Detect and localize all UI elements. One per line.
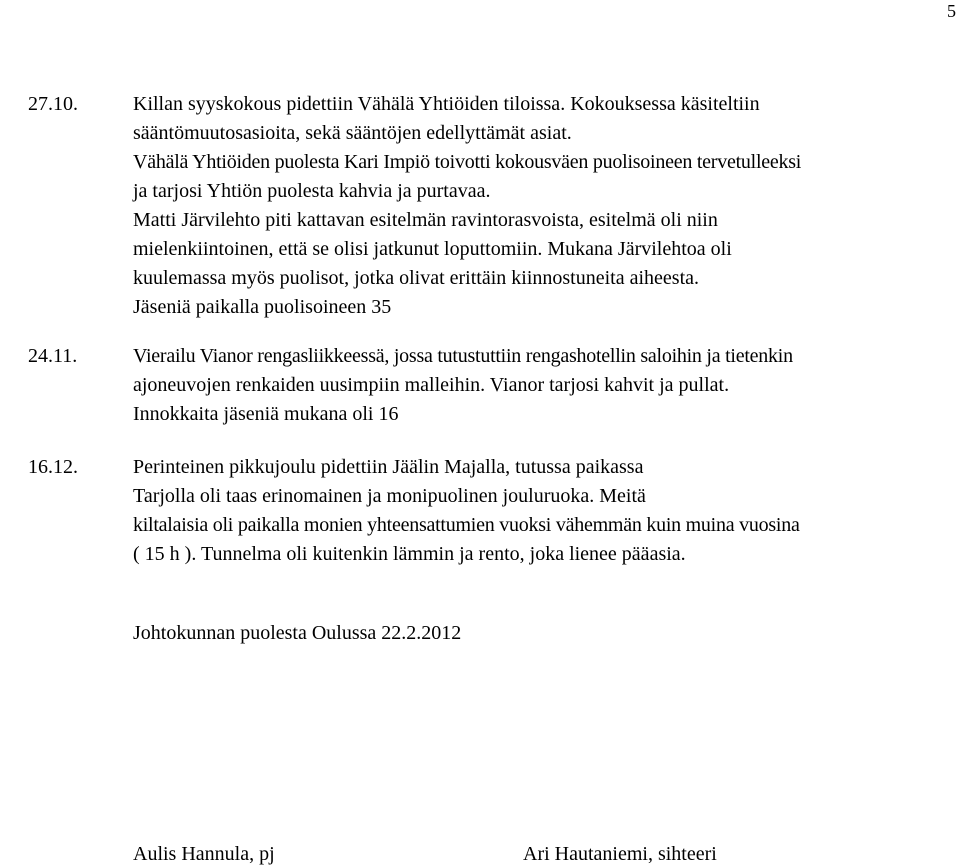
entry-line: kiltalaisia oli paikalla monien yhteensattumien vuoksi vähemmän kuin muina vuosina	[133, 514, 800, 536]
entry-line: Vierailu Vianor rengasliikkeessä, jossa tutustuttiin rengashotellin saloihin ja tietenkin	[133, 345, 793, 367]
entry-line: ajoneuvojen renkaiden uusimpiin malleihin. Vianor tarjosi kahvit ja pullat.	[133, 374, 730, 396]
entry-line: Tarjolla oli taas erinomainen ja monipuolinen jouluruoka. Meitä	[133, 485, 646, 507]
entry-date: 24.11.	[28, 345, 78, 367]
entry-text	[133, 90, 960, 322]
signature-secretary: Ari Hautaniemi, sihteeri	[523, 843, 717, 865]
closing-line: Johtokunnan puolesta Oulussa 22.2.2012	[133, 622, 462, 644]
entry-line: Killan syyskokous pidettiin Vähälä Yhtiöiden tiloissa. Kokouksessa käsiteltiin	[133, 93, 760, 115]
entry-line: ja tarjosi Yhtiön puolesta kahvia ja purtavaa.	[133, 180, 491, 202]
entry-line: mielenkiintoinen, että se olisi jatkunut loputtomiin. Mukana Järvilehtoa oli	[133, 238, 732, 260]
entry-line: Vähälä Yhtiöiden puolesta Kari Impiö toivotti kokousväen puolisoineen tervetulleeksi	[133, 151, 802, 173]
entry-text	[133, 453, 960, 569]
entry-line: Jäseniä paikalla puolisoineen 35	[133, 296, 392, 318]
entry-line: kuulemassa myös puolisot, jotka olivat erittäin kiinnostuneita aiheesta.	[133, 267, 700, 289]
signature-chairman: Aulis Hannula, pj	[133, 843, 275, 865]
entry-line: sääntömuutosasioita, sekä sääntöjen edellyttämät asiat.	[133, 122, 572, 144]
entry-line: ( 15 h ). Tunnelma oli kuitenkin lämmin ja rento, joka lienee pääasia.	[133, 543, 686, 565]
entry-line: Perinteinen pikkujoulu pidettiin Jäälin Majalla, tutussa paikassa	[133, 456, 644, 478]
entry-text	[133, 342, 960, 429]
page-number: 5	[947, 1, 956, 21]
entry-date: 27.10.	[28, 93, 78, 115]
entry-line: Innokkaita jäseniä mukana oli 16	[133, 403, 399, 425]
entry-line: Matti Järvilehto piti kattavan esitelmän ravintorasvoista, esitelmä oli niin	[133, 209, 718, 231]
entry-date: 16.12.	[28, 456, 78, 478]
